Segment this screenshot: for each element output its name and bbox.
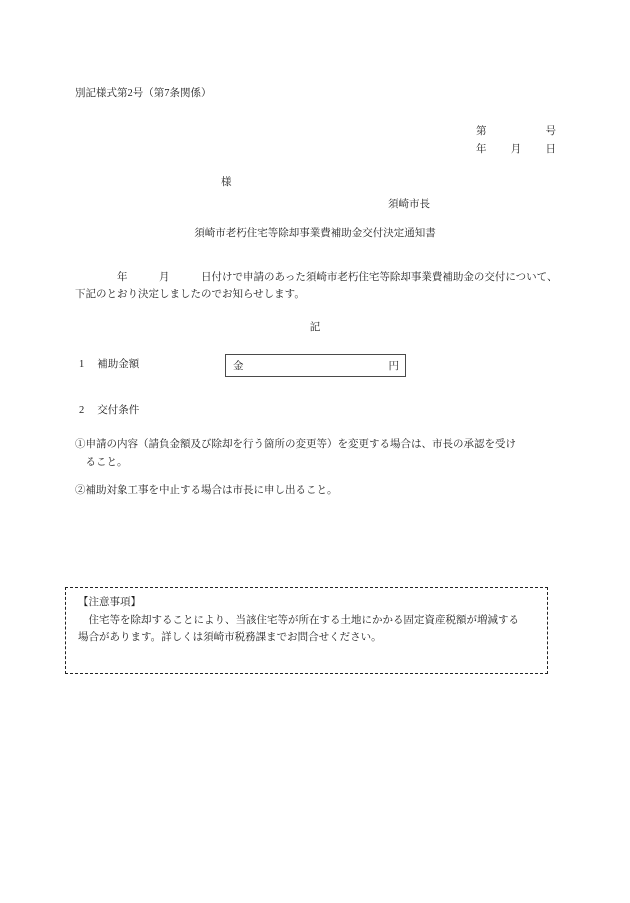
body-paragraph bbox=[75, 269, 557, 303]
date-line bbox=[476, 141, 556, 158]
condition-1 bbox=[75, 436, 516, 472]
condition-2: ②補助対象工事を中止する場合は市長に申し出ること。 bbox=[75, 485, 338, 496]
amount-field[interactable] bbox=[225, 354, 406, 377]
amount-suffix-label: 円 bbox=[388, 361, 399, 372]
date-month-label: 月 bbox=[510, 144, 522, 155]
item2-label: 交付条件 bbox=[97, 405, 140, 416]
sender-name: 須崎市長 bbox=[388, 199, 430, 210]
document-title: 須崎市老朽住宅等除却事業費補助金交付決定通知書 bbox=[194, 228, 436, 239]
item2-row bbox=[79, 402, 139, 419]
date-day-label: 日 bbox=[545, 144, 556, 155]
item1-number: 1 bbox=[79, 359, 85, 370]
date-year-label: 年 bbox=[476, 144, 487, 155]
doc-number-prefix: 第 bbox=[476, 126, 487, 137]
addressee-suffix: 様 bbox=[221, 177, 232, 188]
body-line-1: 年 月 日付けで申請のあった須崎市老朽住宅等除却事業費補助金の交付について、 bbox=[75, 272, 558, 283]
notice-box bbox=[65, 587, 548, 674]
item1-row bbox=[79, 356, 139, 373]
condition-1-line-2: ること。 bbox=[75, 457, 128, 468]
body-line-2: 下記のとおり決定しましたのでお知らせします。 bbox=[75, 289, 305, 300]
form-number: 別記様式第2号（第7条関係） bbox=[75, 88, 212, 99]
notice-line-2: 場合があります。詳しくは須崎市税務課までお問合せください。 bbox=[78, 632, 382, 643]
ki-marker: 記 bbox=[309, 322, 321, 333]
doc-number-suffix: 号 bbox=[545, 126, 556, 137]
condition-1-line-1: ①申請の内容（請負金額及び除却を行う箇所の変更等）を変更する場合は、市長の承認を受け bbox=[75, 439, 516, 450]
doc-number-line bbox=[476, 123, 556, 140]
notice-heading: 【注意事項】 bbox=[78, 597, 141, 608]
amount-prefix-label: 金 bbox=[233, 361, 244, 372]
item2-number: 2 bbox=[79, 405, 85, 416]
notice-line-1: 住宅等を除却することにより、当該住宅等が所在する土地にかかる固定資産税額が増減する bbox=[78, 614, 519, 626]
item1-label: 補助金額 bbox=[97, 359, 140, 370]
